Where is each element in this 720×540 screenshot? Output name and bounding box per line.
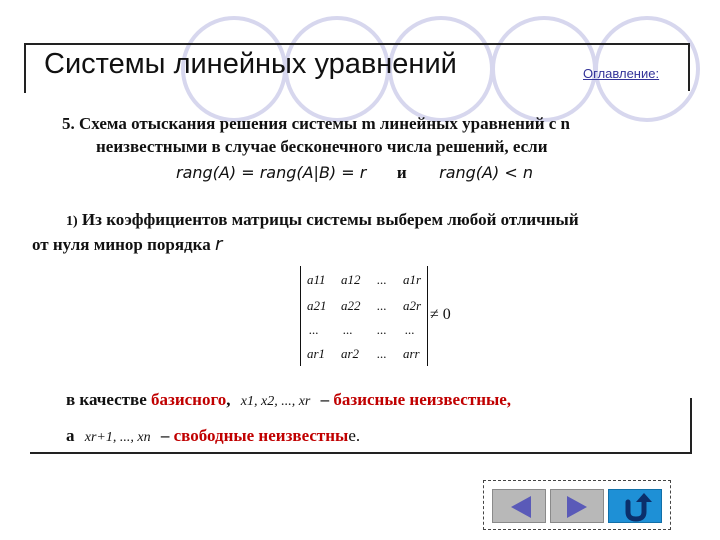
free-line [66,426,360,446]
minor-determinant [300,266,428,366]
matrix-cell-r0c0: a11 [307,272,326,287]
return-arrow-icon [609,490,663,524]
free-tail: е. [348,426,361,445]
matrix-cell-r3c2: ... [377,346,387,361]
basis-dash: – [320,390,330,409]
frame-right-top-line [688,43,690,91]
triangle-right-icon [551,490,605,524]
not-equal-zero: ≠ 0 [430,306,451,323]
frame-left-line [24,43,26,93]
step1-line-a [66,210,579,230]
matrix-cell-r2c3: ... [405,322,415,337]
condition-line [176,163,533,183]
rank-condition-left: rang(A) = rang(A|B) = r [176,163,367,182]
basis-unknowns-text: базисные неизвестные, [333,390,512,409]
free-variables: xr+1, ..., xn [84,430,151,445]
matrix-cell-r1c3: a2r [403,298,422,313]
rank-condition-right: rang(A) < n [439,163,533,182]
free-prefix: а [66,426,75,445]
condition-joiner: и [396,163,407,182]
next-slide-button[interactable] [550,489,604,523]
decorative-circle-4 [491,16,597,122]
table-of-contents-link[interactable]: Оглавление: [583,66,660,81]
matrix-cell-r0c2: ... [377,272,387,287]
free-unknowns-text: свободные неизвестны [173,426,349,445]
matrix-cell-r1c2: ... [377,298,387,313]
triangle-left-icon [493,490,547,524]
basis-prefix: в качестве [66,390,147,409]
matrix-cell-r2c0: ... [309,322,319,337]
return-button[interactable] [608,489,662,523]
matrix-cell-r3c0: ar1 [307,346,326,361]
matrix-cell-r0c3: a1r [403,272,422,287]
heading-line-1 [62,114,682,134]
previous-slide-button[interactable] [492,489,546,523]
step1-text-a: Из коэффициентов матрицы системы выберем любой отличный [81,210,579,229]
basis-line: в качестве базисного, x1, x2, ..., xr – базисные неизвестные, [66,390,512,409]
matrix-cell-r2c1: ... [343,322,353,337]
step1-line-b [32,234,222,255]
heading-text-2: неизвестными в случае бесконечного числа решений, если [96,137,548,156]
slide-navigation [483,480,671,530]
free-dash: – [160,426,170,445]
matrix-cell-r2c2: ... [377,322,387,337]
step1-number: 1) [66,214,78,229]
basis-variables: x1, x2, ..., xr [240,394,311,409]
matrix-cell-r0c1: a12 [341,272,361,287]
matrix-cell-r3c3: arr [403,346,420,361]
matrix-cell-r1c1: a22 [341,298,361,313]
heading-line-2 [96,137,548,157]
basis-word: базисного [151,390,227,409]
matrix-cell-r3c1: ar2 [341,346,360,361]
matrix-cell-r1c0: a21 [307,298,327,313]
frame-bottom-line [30,452,692,454]
slide-title: Системы линейных уравнений [44,48,457,80]
frame-right-bottom-line [690,398,692,454]
minor-order-variable: r [214,234,223,255]
frame-top-line [24,43,690,45]
step1-text-b: от нуля минор порядка [32,235,211,254]
heading-text-1: 5. Схема отыскания решения системы m линейных уравнений с n [62,114,571,133]
